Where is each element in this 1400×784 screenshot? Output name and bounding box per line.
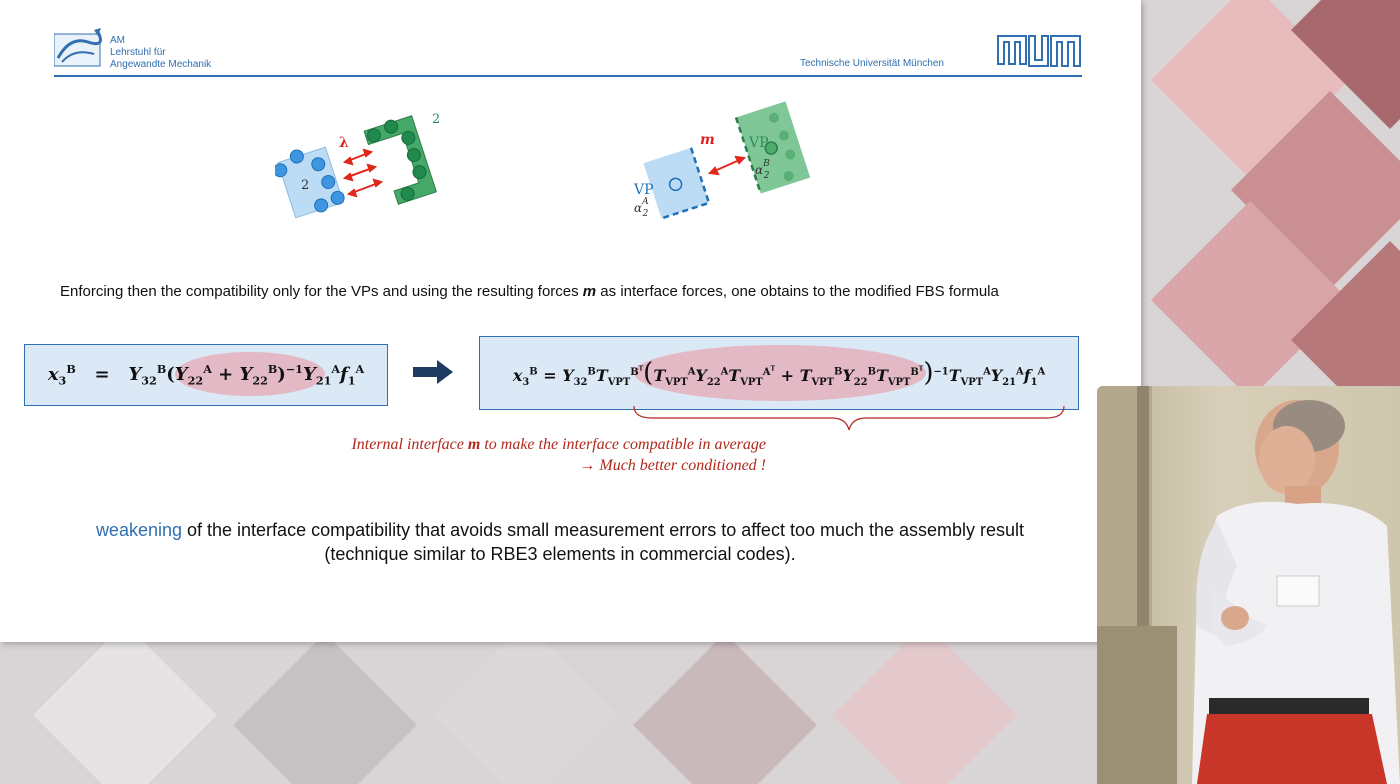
substructure-diagram-lambda (275, 100, 455, 225)
am-abbrev: AM (110, 35, 125, 46)
interface-note-line-2: → Much better conditioned ! (579, 457, 766, 474)
am-logo-icon (54, 28, 102, 68)
alpha-b-label: $\alpha^B$ 2 (755, 159, 770, 181)
m-symbol: m (582, 283, 597, 300)
weakening-highlight: weakening (95, 520, 182, 540)
chair-name (110, 35, 211, 71)
header-divider (54, 75, 1082, 77)
m-force-label: m (700, 132, 715, 148)
university-name: Technische Universität München (800, 58, 944, 69)
interface-note-line-1: Internal interface m to make the interface compatible in average (351, 436, 766, 453)
fbs-formula-box: $x_3^B = Y_{32}^B(Y_{22}^A + Y_{22}^B)^{-1}Y_{21}^Af_1^A$ (24, 344, 388, 406)
presenter-video (1097, 386, 1400, 784)
substructure-diagram-virtual-point (630, 95, 820, 225)
modified-fbs-formula-box: $x_3^B = Y_{32}^BT_{VPT}^{B^T}(T_{VPT}^AY_{22}^AT_{VPT}^{A^T} + T_{VPT}^BY_{22}^BT_{VPT}^{B^T})^{-1}T_{VPT}^AY_{21}^Af_1^A$ (479, 336, 1079, 410)
subsystem-b-label: 2 (432, 112, 441, 127)
implies-arrow-icon (413, 360, 453, 384)
subsystem-a-label: 2 (301, 178, 310, 193)
tum-logo-icon (996, 34, 1082, 68)
vp-label-a: VP (634, 182, 654, 198)
enforcing-sentence: Enforcing then the compatibility only for the VPs and using the resulting forces m as interface forces, one obtains to the modified FBS formula (60, 283, 999, 300)
chair-line-2: Angewandte Mechanik (110, 59, 212, 70)
underbrace (632, 404, 1066, 434)
alpha-a-label: $\alpha^A$ 2 (634, 197, 649, 219)
presenter-figure (1097, 386, 1400, 784)
weakening-paragraph: weakening of the interface compatibility that avoids small measurement errors to affect too much the assembly result (technique similar to RBE3 elements in commercial codes). (95, 520, 1025, 564)
lambda-label: λ (339, 135, 349, 151)
chair-line-1: Lehrstuhl für (110, 47, 166, 58)
vp-label-b: VP (749, 135, 769, 151)
